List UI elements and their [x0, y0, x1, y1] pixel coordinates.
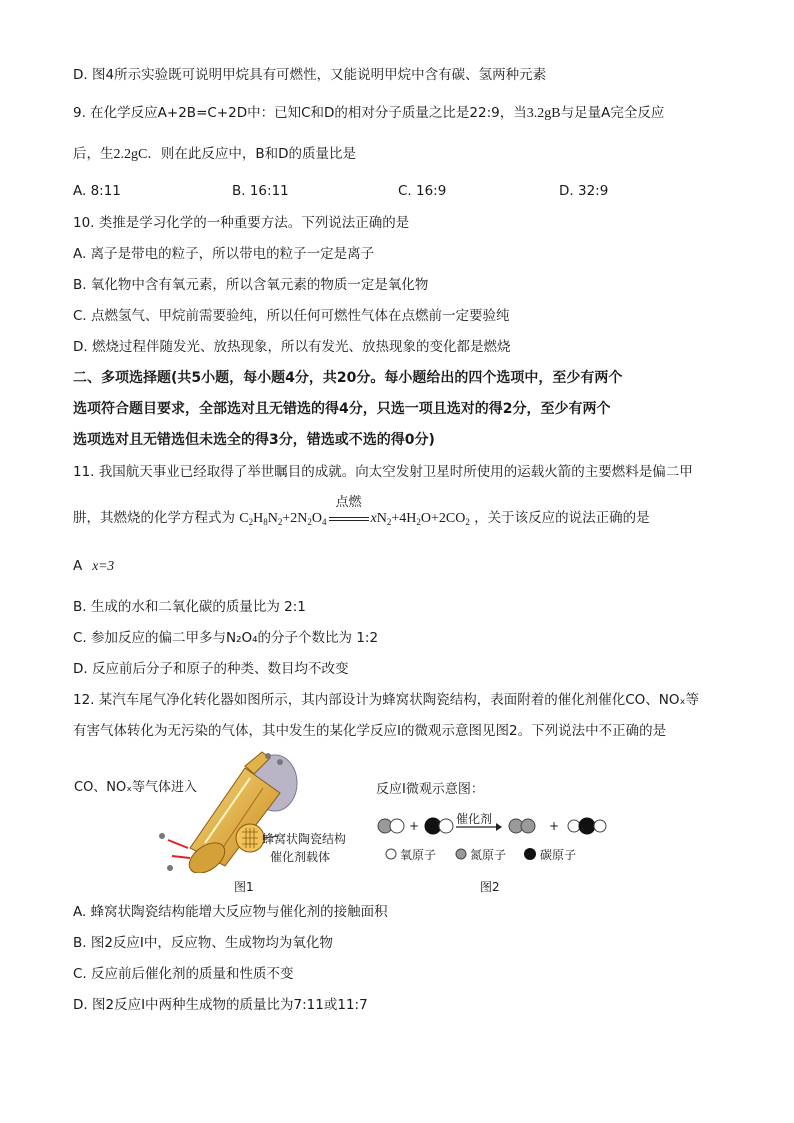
fig2-title: 反应Ⅰ微观示意图：: [376, 782, 484, 797]
q12-option-c: C. 反应前后催化剂的质量和性质不变: [73, 966, 294, 982]
q9-stem-text: 9. 在化学反应A+2B=C+2D中：已知C和D的相对分子质量之比是22:9，当: [73, 105, 527, 121]
q11-condition: 点燃: [335, 494, 362, 509]
q9-stem-text2: 与足量A完全反应: [560, 105, 665, 121]
q11-stem-pre: 肼，其燃烧的化学方程式为: [73, 510, 235, 526]
legend-nitrogen-icon: [455, 848, 467, 860]
fig2-catalyst: 催化剂: [456, 812, 493, 826]
legend-carbon-icon: [523, 847, 537, 861]
q9-stem-line2: [73, 145, 356, 164]
legend-nitrogen-label: 氮原子: [470, 848, 507, 862]
section2-line2: 选项符合题目要求，全部选对且无错选的得4分，只选一项且选对的得2分，至少有两个: [73, 401, 611, 417]
legend-oxygen-label: 氧原子: [400, 848, 437, 862]
q11-option-a: [73, 557, 114, 575]
fig1-caption: 图1: [234, 880, 254, 894]
fig1-label: CO、NOₓ等气体进入: [74, 780, 198, 795]
q9-mass-c: 2.2gC: [113, 147, 148, 162]
q11-option-b: B. 生成的水和二氧化碳的质量比为 2:1: [73, 599, 306, 615]
q9-option-d: D. 32:9: [559, 183, 609, 199]
q12-stem-line1: 12. 某汽车尾气净化转化器如图所示，其内部设计为蜂窝状陶瓷结构，表面附着的催化剂催化CO、NOₓ等: [73, 692, 700, 708]
oxygen-atom: [594, 820, 606, 832]
q11-stem-post: ，关于该反应的说法正确的是: [474, 510, 650, 526]
q9-option-c: C. 16:9: [398, 183, 447, 199]
q11-option-c: C. 参加反应的偏二甲多与N₂O₄的分子个数比为 1:2: [73, 630, 379, 646]
q12-option-d: D. 图2反应Ⅰ中两种生成物的质量比为7:11或11:7: [73, 997, 368, 1013]
section2-line1: 二、多项选择题(共5小题，每小题4分，共20分。每小题给出的四个选项中，至少有两个: [73, 370, 623, 386]
fig2-plus-1: +: [409, 819, 420, 833]
section2-line3: 选项选对且无错选但未选全的得3分，错选或不选的得0分): [73, 432, 435, 448]
q11-equation: $C_2H_8N_2+2N_2O_4$ 点燃 $xN_2+4H_2O+2CO_2$: [239, 494, 470, 527]
fig2-caption: 图2: [480, 880, 500, 894]
q10-option-c: C. 点燃氢气、甲烷前需要验纯，所以任何可燃性气体在点燃前一定要验纯: [73, 308, 510, 324]
q11-stem-line1: 11. 我国航天事业已经取得了举世瞩目的成就。向太空发射卫星时所使用的运载火箭的主要燃料是偏二甲: [73, 464, 693, 480]
q12-stem-line2: 有害气体转化为无污染的气体，其中发生的某化学反应Ⅰ的微观示意图见图2。下列说法中不正确的是: [73, 723, 667, 739]
q10-option-d: D. 燃烧过程伴随发光、放热现象，所以有发光、放热现象的变化都是燃烧: [73, 339, 511, 355]
q12-option-b: B. 图2反应Ⅰ中，反应物、生成物均为氧化物: [73, 935, 333, 951]
q9-stem-line1: [73, 104, 664, 123]
q11-option-a-label: A: [73, 558, 83, 574]
q9-stem-text3: 后，生: [73, 146, 114, 162]
oxygen-atom: [568, 820, 580, 832]
carbon-atom: [579, 818, 595, 834]
oxygen-atom: [390, 819, 404, 833]
q9-option-b: B. 16:11: [232, 183, 289, 199]
legend-carbon-label: 碳原子: [540, 848, 577, 862]
legend-oxygen-icon: [385, 848, 397, 860]
q9-option-a: A. 8:11: [73, 183, 121, 199]
q11-stem-line2: [73, 494, 650, 531]
fig2-plus-2: +: [549, 819, 560, 833]
fig1-callout-carrier: 催化剂载体: [270, 850, 331, 864]
q12-option-a: A. 蜂窝状陶瓷结构能增大反应物与催化剂的接触面积: [73, 904, 388, 920]
q11-option-d: D. 反应前后分子和原子的种类、数目均不改变: [73, 661, 349, 677]
q9-stem-text4: ．则在此反应中，B和D的质量比是: [147, 146, 357, 162]
q9-mass-b: 3.2gB: [526, 106, 561, 121]
q10-stem: 10. 类推是学习化学的一种重要方法。下列说法正确的是: [73, 215, 410, 231]
q10-option-a: A. 离子是带电的粒子，所以带电的粒子一定是离子: [73, 246, 375, 262]
oxygen-atom: [439, 819, 453, 833]
q8-option-d: D. 图4所示实验既可说明甲烷具有可燃性，又能说明甲烷中含有碳、氢两种元素: [73, 67, 547, 83]
q11-option-a-value: x=3: [92, 558, 115, 573]
fig1-callout-honeycomb: 蜂窝状陶瓷结构: [262, 832, 347, 846]
nitrogen-atom: [521, 819, 535, 833]
q10-option-b: B. 氧化物中含有氧元素，所以含氧元素的物质一定是氧化物: [73, 277, 429, 293]
